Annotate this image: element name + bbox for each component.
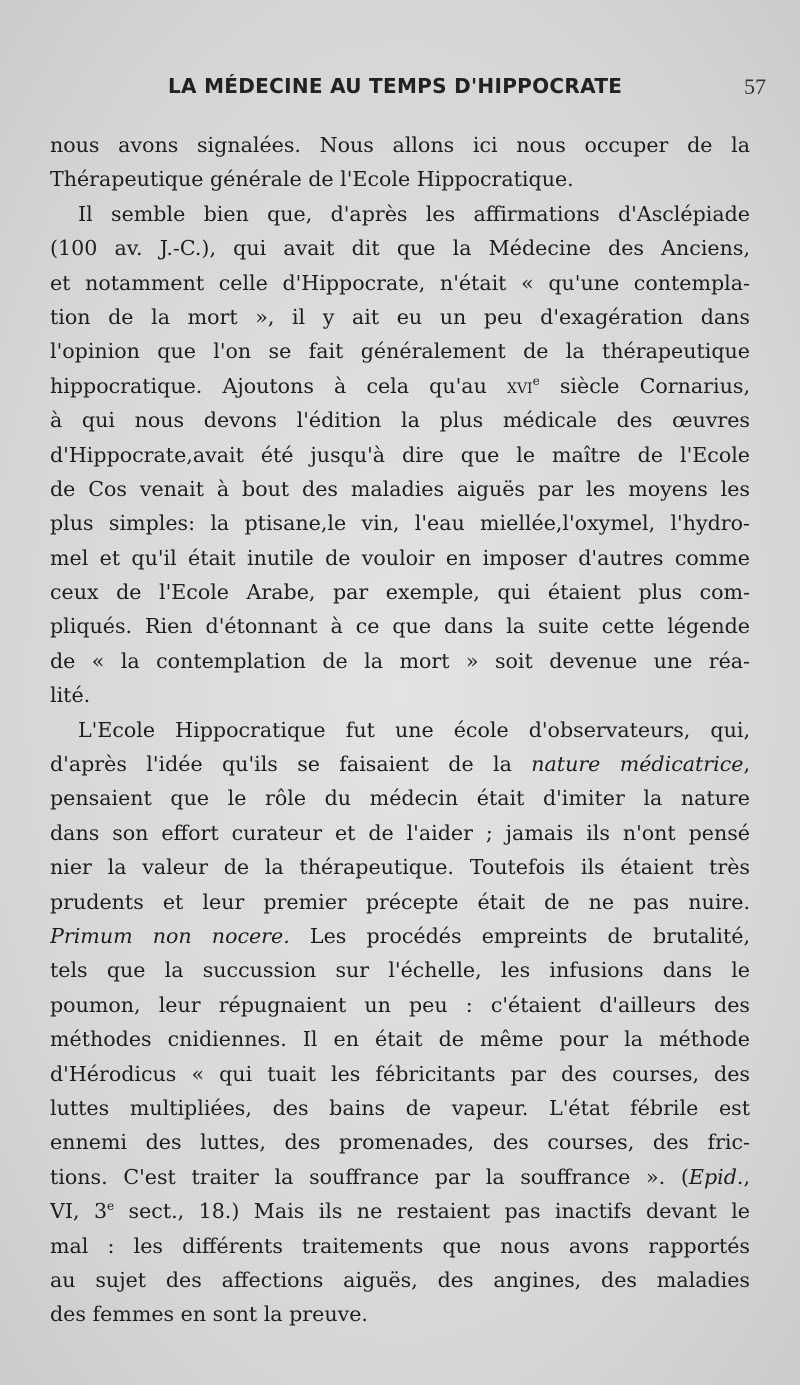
text-segment: tions. C'est traiter la souffrance par la souffrance ». (: [50, 1164, 689, 1189]
text-line: Il semble bien que, d'après les affirmations d'Asclépiade: [78, 201, 750, 226]
text-line: au sujet des affections aiguës, des angines, des maladies: [50, 1267, 750, 1292]
text-line: mal : les différents traitements que nous avons rapportés: [50, 1233, 750, 1258]
text-segment: VI, 3: [50, 1199, 108, 1224]
text-line: dans son effort curateur et de l'aider ; jamais ils n'ont pensé: [50, 820, 750, 845]
text-segment: ,: [743, 752, 750, 777]
text-line: d'Hérodicus « qui tuait les fébricitants par des courses, des: [50, 1061, 750, 1086]
text-line: nier la valeur de la thérapeutique. Toutefois ils étaient très: [50, 855, 750, 880]
text-line: des femmes en sont la preuve.: [50, 1302, 368, 1327]
text-line: et notamment celle d'Hippocrate, n'était « qu'une contempla-: [50, 270, 750, 295]
text-line: nous avons signalées. Nous allons ici nous occuper de la: [50, 133, 750, 157]
text-line: ennemi des luttes, des promenades, des courses, des fric-: [50, 1130, 750, 1155]
italic-term: Primum non nocere.: [50, 923, 290, 948]
running-title: LA MÉDECINE AU TEMPS D'HIPPOCRATE: [168, 74, 623, 98]
text-line: lité.: [50, 683, 91, 708]
text-segment: d'après l'idée qu'ils se faisaient de la: [50, 752, 532, 777]
text-line: luttes multipliées, des bains de vapeur. L'état fébrile est: [50, 1095, 750, 1120]
text-line: de Cos venait à bout des maladies aiguës par les moyens les: [50, 476, 750, 501]
text-line: prudents et leur premier précepte était de ne pas nuire.: [50, 889, 750, 914]
superscript: e: [107, 1199, 115, 1214]
text-line: [50, 369, 750, 403]
text-line: à qui nous devons l'édition la plus médicale des œuvres: [50, 408, 750, 433]
text-line: tion de la mort », il y ait eu un peu d'exagération dans: [50, 304, 750, 329]
text-segment: siècle Cornarius,: [539, 373, 750, 398]
text-segment: hippocratique. Ajoutons à cela qu'au: [50, 373, 507, 398]
text-line: poumon, leur répugnaient un peu : c'étaient d'ailleurs des: [50, 992, 750, 1017]
body-text: [50, 128, 750, 1332]
italic-term: Epid.: [688, 1164, 744, 1189]
text-line: [50, 747, 750, 781]
text-line: ceux de l'Ecole Arabe, par exemple, qui étaient plus com-: [50, 580, 750, 605]
text-line: méthodes cnidiennes. Il en était de même pour la méthode: [50, 1027, 750, 1052]
text-line: d'Hippocrate,avait été jusqu'à dire que le maître de l'Ecole: [50, 442, 750, 467]
text-line: pliqués. Rien d'étonnant à ce que dans la suite cette légende: [50, 614, 750, 639]
text-line: [50, 1194, 750, 1228]
text-line: (100 av. J.-C.), qui avait dit que la Médecine des Anciens,: [50, 236, 750, 261]
text-line: mel et qu'il était inutile de vouloir en imposer d'autres comme: [50, 545, 750, 570]
text-line: [50, 1160, 750, 1194]
text-segment: Les procédés empreints de brutalité,: [309, 923, 750, 948]
text-line: tels que la succussion sur l'échelle, les infusions dans le: [50, 958, 750, 983]
running-head: [0, 74, 800, 102]
page-number: 57: [744, 74, 766, 99]
italic-term: nature médicatrice: [531, 752, 744, 777]
text-line: pensaient que le rôle du médecin était d'imiter la nature: [50, 786, 750, 811]
superscript: e: [532, 373, 540, 388]
text-segment: sect., 18.) Mais ils ne restaient pas inactifs devant le: [114, 1199, 750, 1224]
text-segment: ,: [743, 1164, 750, 1189]
text-line: de « la contemplation de la mort » soit devenue une réa-: [50, 648, 750, 673]
text-line: l'opinion que l'on se fait généralement de la thérapeutique: [50, 339, 750, 364]
century-numeral: xvi: [506, 373, 533, 398]
text-line: Thérapeutique générale de l'Ecole Hippocratique.: [50, 167, 574, 192]
text-line: plus simples: la ptisane,le vin, l'eau miellée,l'oxymel, l'hydro-: [50, 511, 750, 536]
text-line: [50, 919, 750, 953]
text-line: L'Ecole Hippocratique fut une école d'observateurs, qui,: [78, 717, 750, 742]
